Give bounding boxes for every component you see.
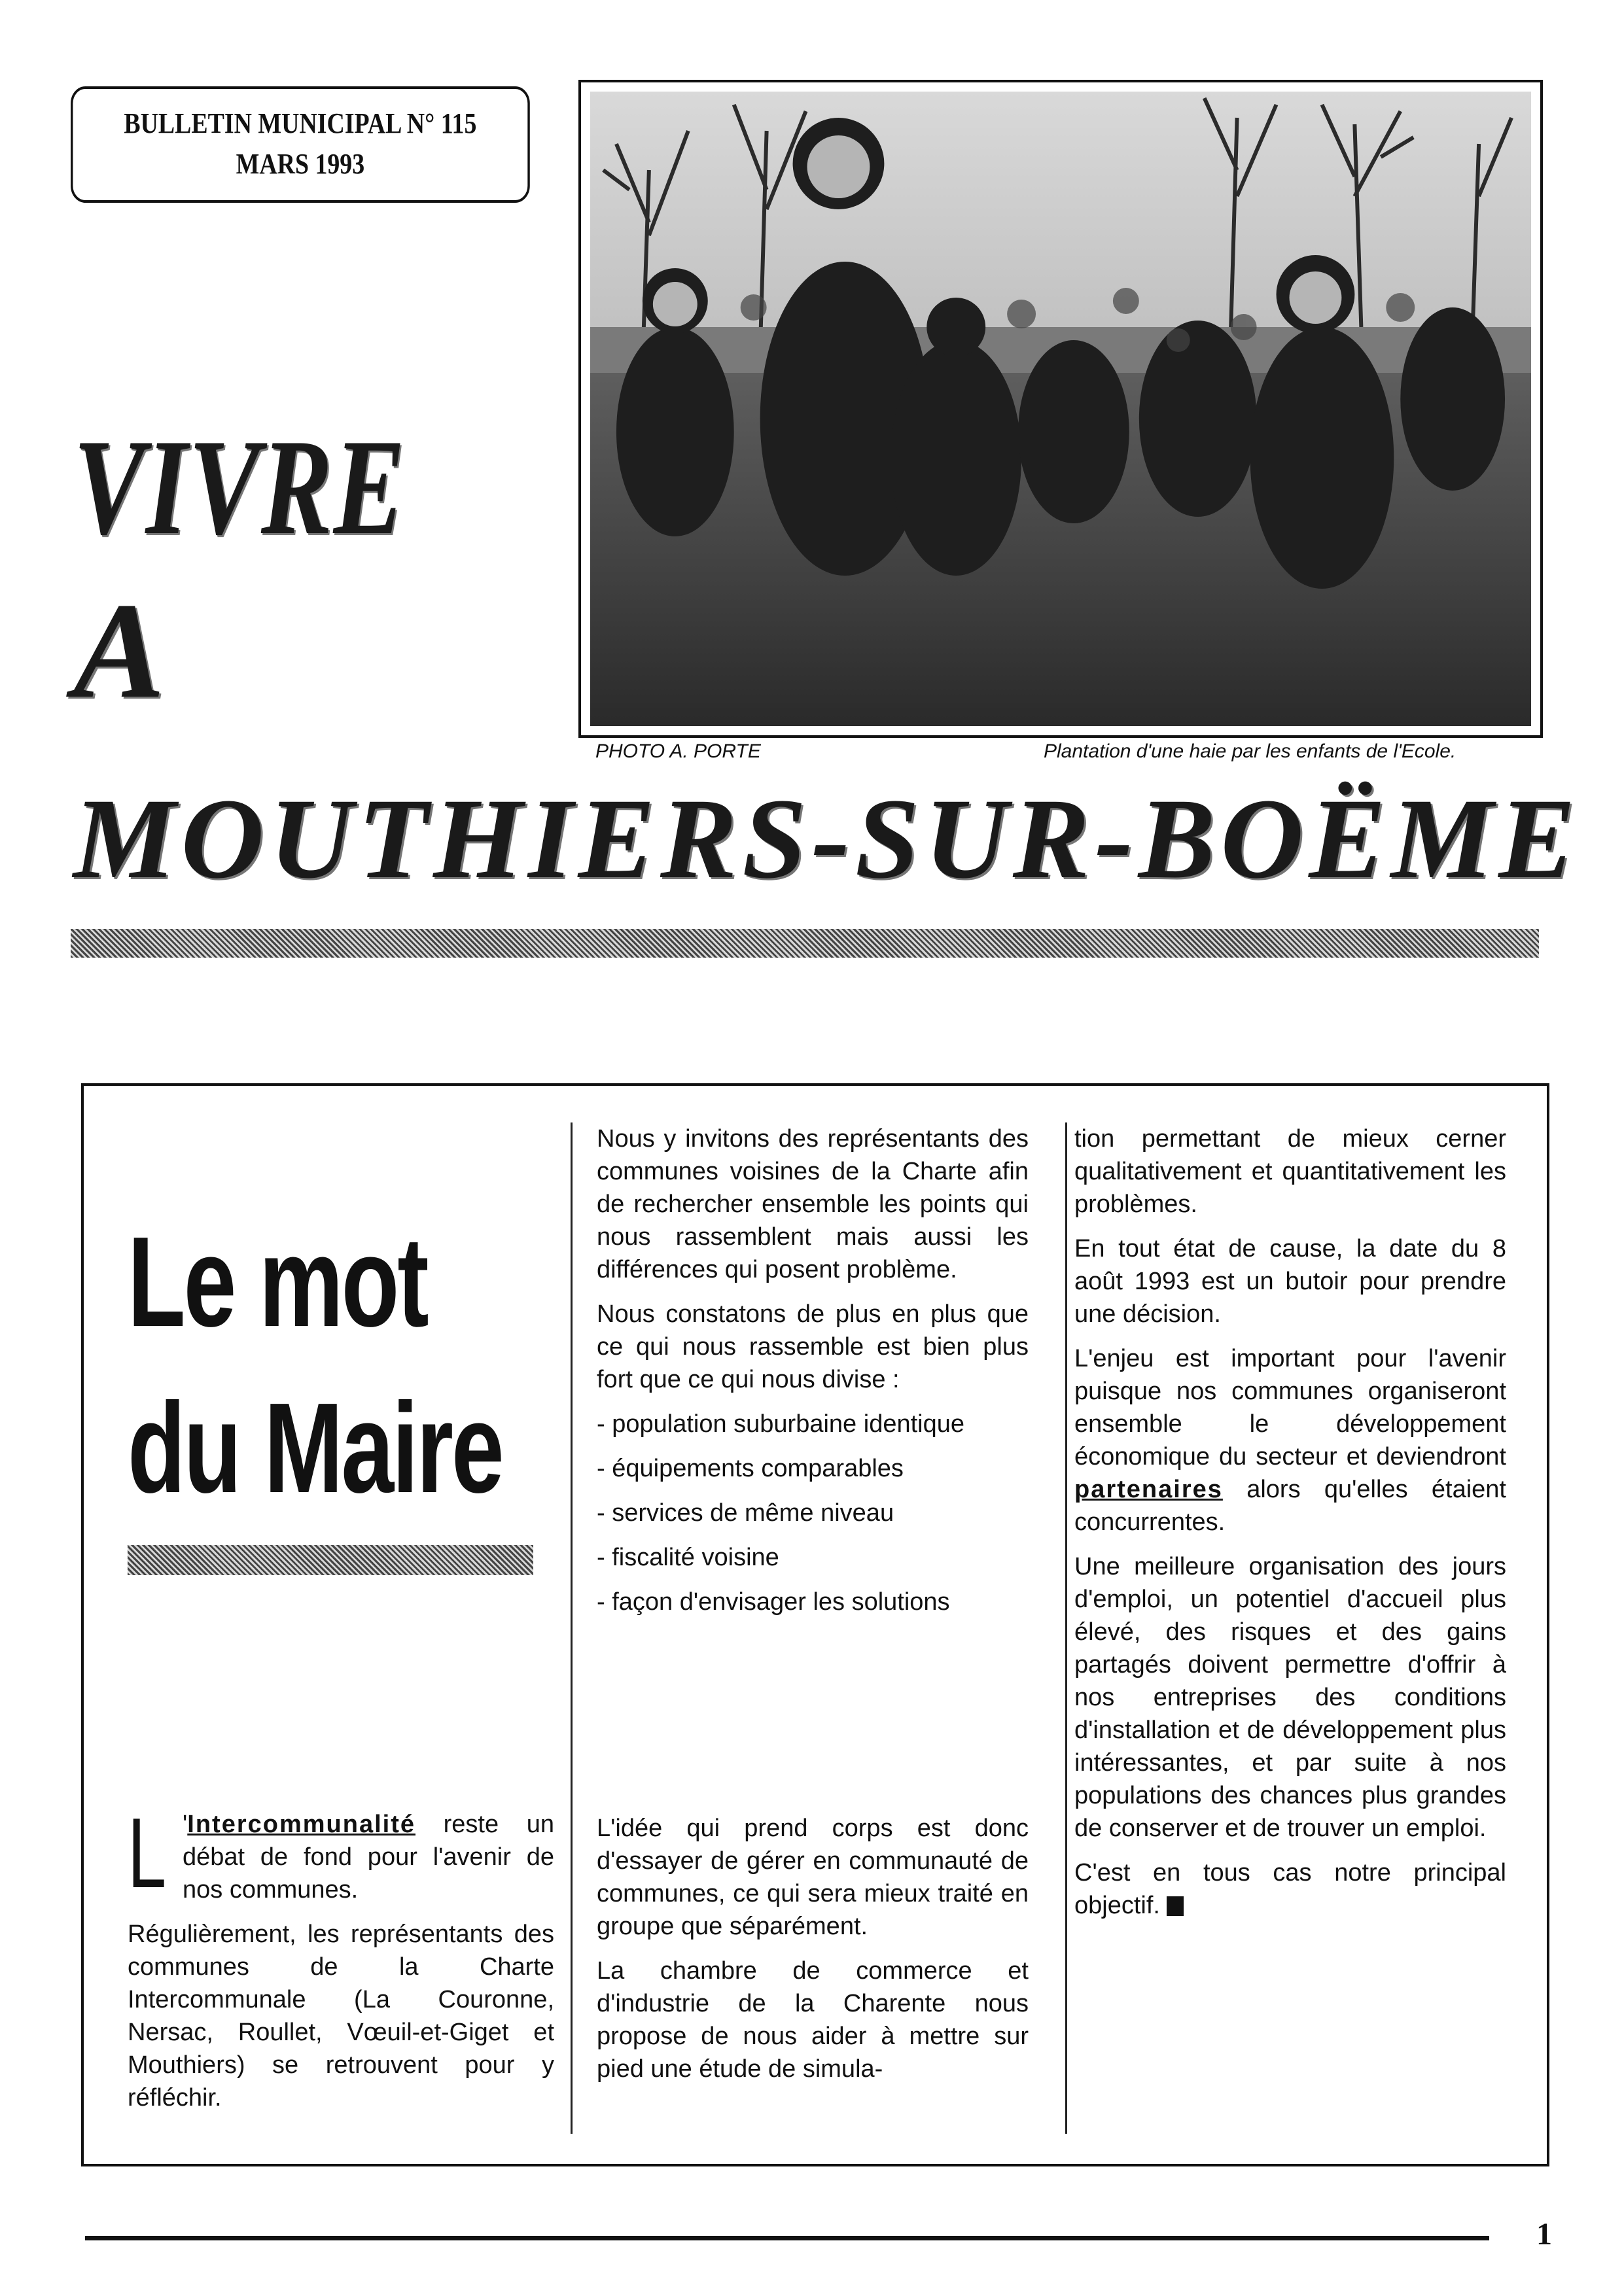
headline-line-2: du Maire (128, 1376, 503, 1520)
paragraph: En tout état de cause, la date du 8 août 1993 est un butoir pour prendre une décision. (1074, 1235, 1506, 1328)
shared-traits-list (597, 1408, 1029, 1618)
masthead-divider (71, 929, 1539, 958)
article-column-1 (128, 1798, 554, 2126)
footer-rule (85, 2236, 1489, 2240)
column-rule-1 (571, 1122, 573, 2134)
paragraph: L'enjeu est important pour l'avenir puisque nos communes organiseront ensemble le développement économique du secteur et deviendront partenaires alors qu'elles étaient concurrentes. (1074, 1345, 1506, 1536)
headline-divider (128, 1545, 533, 1575)
cover-photo (578, 80, 1543, 738)
masthead-a: A (73, 575, 167, 727)
list-item: - services de même niveau (597, 1497, 1029, 1529)
headline-line-1: Le mot (128, 1210, 427, 1353)
bulletin-number: BULLETIN MUNICIPAL N° 115 (124, 107, 477, 139)
photo-caption: Plantation d'une haie par les enfants de l'Ecole. (1044, 740, 1456, 762)
paragraph: Régulièrement, les représentants des communes de la Charte Intercommunale (La Couronne, Nersac, Roullet, Vœuil-et-Giget et Mouthiers) se retrouvent pour y réfléchir. (128, 1921, 554, 2112)
paragraph: Nous y invitons des représentants des communes voisines de la Charte afin de rechercher ensemble les points qui nous rassemblent mais aussi les différences qui posent problème. (597, 1125, 1029, 1283)
column-rule-2 (1065, 1122, 1067, 2134)
tree-planting-photo (590, 92, 1531, 726)
bulletin-badge (71, 86, 530, 203)
masthead-town-name: MOUTHIERS-SUR-BOËME (73, 775, 1581, 903)
paragraph: Une meilleure organisation des jours d'emploi, un potentiel d'accueil plus élevé, des risques et des gains partagés doivent permettre d'offrir à nos entreprises des conditions d'installation et de développement plus intéressantes, et par suite à nos populations des chances plus grandes de conserver et de trouver un emploi. (1074, 1553, 1506, 1842)
keyword-intercommunalite: Intercommunalité (187, 1811, 415, 1838)
article-column-3 (1074, 1122, 1506, 1934)
list-item: - population suburbaine identique (597, 1408, 1029, 1440)
photo-credit: PHOTO A. PORTE (595, 740, 761, 762)
keyword-partenaires: partenaires (1074, 1476, 1223, 1503)
article-column-2-lower (597, 1812, 1029, 2097)
bulletin-date: MARS 1993 (236, 148, 365, 180)
article-column-2 (597, 1122, 1029, 1630)
list-item: - équipements comparables (597, 1452, 1029, 1485)
list-item: - fiscalité voisine (597, 1541, 1029, 1574)
masthead-vivre: VIVRE (73, 411, 406, 563)
paragraph: tion permettant de mieux cerner qualitativement et quantitativement les problèmes. (1074, 1125, 1506, 1218)
page-number: 1 (1536, 2217, 1552, 2252)
paragraph: La chambre de commerce et d'industrie de la Charente nous propose de nous aider à mettre sur pied une étude de simula- (597, 1957, 1029, 2083)
end-mark-icon (1167, 1896, 1184, 1916)
closing-paragraph: C'est en tous cas notre principal objectif. (1074, 1859, 1506, 1919)
paragraph: L'idée qui prend corps est donc d'essayer de gérer en communauté de communes, ce qui sera mieux traité en groupe que séparément. (597, 1815, 1029, 1940)
paragraph: Nous constatons de plus en plus que ce qui nous rassemble est bien plus fort que ce qui nous divise : (597, 1300, 1029, 1393)
list-item: - façon d'envisager les solutions (597, 1586, 1029, 1618)
intro-paragraph: L 'Intercommunalité reste un débat de fond pour l'avenir de nos communes. (128, 1798, 554, 1909)
drop-cap: L (128, 1798, 167, 1909)
